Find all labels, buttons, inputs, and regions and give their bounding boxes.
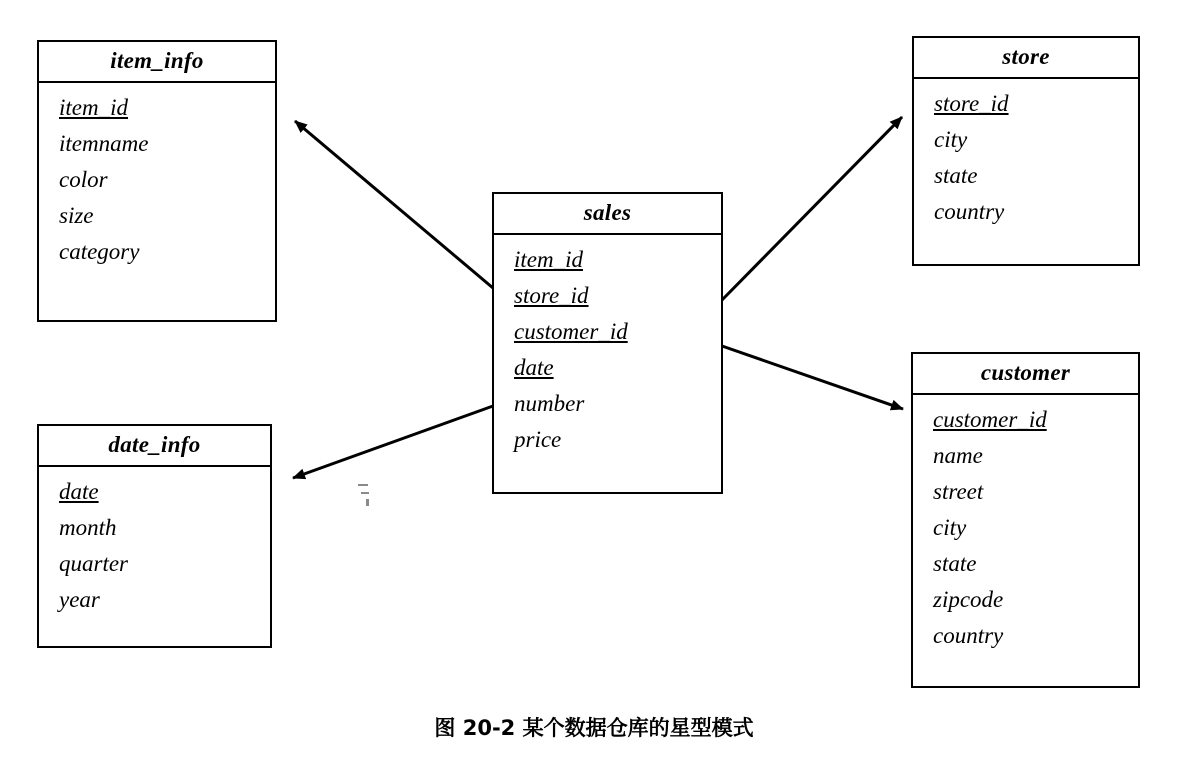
field-price: price — [514, 427, 562, 452]
field-country: country — [933, 623, 1004, 648]
entity-store[interactable] — [912, 36, 1140, 266]
entity-sales[interactable] — [492, 192, 723, 494]
entity-title: item_info — [39, 42, 275, 83]
scan-artifact — [366, 499, 369, 506]
entity-date-info[interactable] — [37, 424, 272, 648]
figure-caption: 图 20-2 某个数据仓库的星型模式 — [434, 716, 754, 740]
entity-title: store — [914, 38, 1138, 79]
field-size: size — [59, 203, 94, 228]
field-quarter: quarter — [59, 551, 128, 576]
field-color: color — [59, 167, 108, 192]
arrow-sales-to-date-info — [293, 406, 493, 478]
entity-title: customer — [913, 354, 1138, 395]
field-item-id: item_id — [59, 95, 128, 120]
field-date: date — [59, 479, 99, 504]
field-date: date — [514, 355, 554, 380]
field-store-id: store_id — [514, 283, 589, 308]
scan-artifact — [358, 484, 368, 486]
arrow-sales-to-store — [722, 117, 902, 300]
field-state: state — [933, 551, 977, 576]
entity-field-list — [913, 395, 1138, 662]
entity-field-list — [494, 235, 721, 466]
field-zipcode: zipcode — [933, 587, 1004, 612]
scan-artifact — [361, 492, 369, 494]
arrow-sales-to-customer — [722, 346, 903, 409]
arrow-sales-to-item-info — [295, 121, 493, 288]
field-state: state — [934, 163, 978, 188]
field-country: country — [934, 199, 1005, 224]
entity-title: date_info — [39, 426, 270, 467]
field-category: category — [59, 239, 140, 264]
entity-field-list — [914, 79, 1138, 238]
entity-item-info[interactable] — [37, 40, 277, 322]
field-customer-id: customer_id — [514, 319, 628, 344]
field-number: number — [514, 391, 585, 416]
field-itemname: itemname — [59, 131, 149, 156]
field-customer-id: customer_id — [933, 407, 1047, 432]
entity-field-list — [39, 467, 270, 626]
entity-field-list — [39, 83, 275, 278]
field-street: street — [933, 479, 984, 504]
field-city: city — [933, 515, 967, 540]
field-item-id: item_id — [514, 247, 583, 272]
field-store-id: store_id — [934, 91, 1009, 116]
field-year: year — [59, 587, 100, 612]
field-month: month — [59, 515, 117, 540]
field-name: name — [933, 443, 983, 468]
field-city: city — [934, 127, 968, 152]
entity-customer[interactable] — [911, 352, 1140, 688]
entity-title: sales — [494, 194, 721, 235]
